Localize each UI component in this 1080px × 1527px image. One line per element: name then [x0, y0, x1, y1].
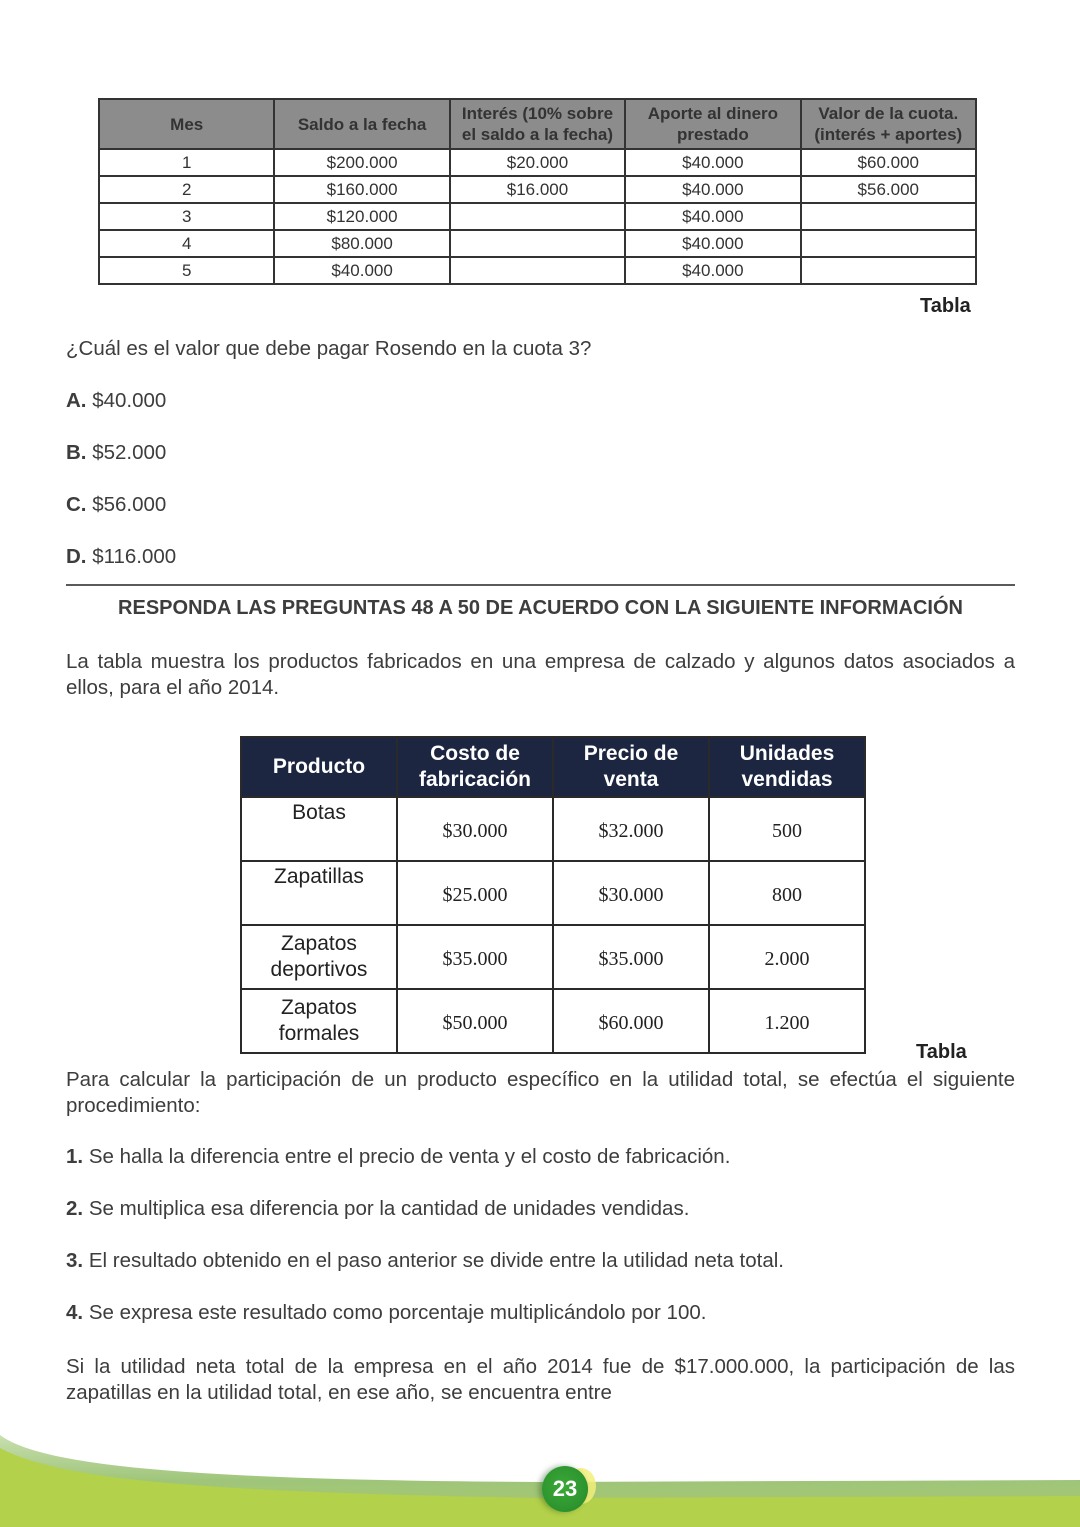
cell-interes — [450, 230, 625, 257]
cell-costo: $50.000 — [397, 989, 553, 1053]
cell-unidades: 500 — [709, 797, 865, 861]
option-letter: C. — [66, 493, 87, 516]
cell-valor-cuota — [801, 203, 976, 230]
option-letter: D. — [66, 545, 87, 568]
cell-producto: Zapatos deportivos — [241, 925, 397, 989]
option-value: $116.000 — [92, 545, 177, 568]
cell-mes: 4 — [99, 230, 274, 257]
header-valor-cuota: Valor de la cuota. (interés + aportes) — [801, 99, 976, 149]
cell-mes: 2 — [99, 176, 274, 203]
option-b[interactable] — [66, 441, 166, 465]
cell-costo: $25.000 — [397, 861, 553, 925]
procedure-intro: Para calcular la participación de un producto específico en la utilidad total, se efectúa el siguiente procedimiento: — [66, 1068, 1015, 1117]
page-number: 23 — [542, 1466, 588, 1512]
cell-producto: Zapatos formales — [241, 989, 397, 1053]
cell-aporte: $40.000 — [625, 149, 800, 176]
option-d[interactable] — [66, 545, 176, 569]
option-value: $56.000 — [92, 493, 167, 516]
cell-interes: $20.000 — [450, 149, 625, 176]
cell-unidades: 2.000 — [709, 925, 865, 989]
cell-saldo: $120.000 — [274, 203, 449, 230]
table-row — [99, 203, 976, 230]
header-mes: Mes — [99, 99, 274, 149]
installments-table-header — [99, 99, 976, 149]
option-a[interactable] — [66, 389, 166, 413]
option-letter: A. — [66, 389, 87, 412]
question-48-text: Si la utilidad neta total de la empresa en el año 2014 fue de $17.000.000, la participación de las zapatillas en la utilidad total, en ese año, se encuentra entre — [66, 1355, 1015, 1404]
table-row — [241, 925, 865, 989]
cell-saldo: $40.000 — [274, 257, 449, 284]
table-row — [99, 176, 976, 203]
cell-unidades: 800 — [709, 861, 865, 925]
section-heading: RESPONDA LAS PREGUNTAS 48 A 50 DE ACUERDO CON LA SIGUIENTE INFORMACIÓN — [118, 597, 963, 619]
cell-mes: 5 — [99, 257, 274, 284]
header-interes: Interés (10% sobre el saldo a la fecha) — [450, 99, 625, 149]
cell-producto: Botas — [241, 797, 397, 861]
cell-aporte: $40.000 — [625, 230, 800, 257]
procedure-step: 4. Se expresa este resultado como porcentaje multiplicándolo por 100. — [66, 1301, 707, 1324]
cell-costo: $35.000 — [397, 925, 553, 989]
header-aporte: Aporte al dinero prestado — [625, 99, 800, 149]
cell-precio: $35.000 — [553, 925, 709, 989]
cell-precio: $60.000 — [553, 989, 709, 1053]
table-row — [241, 861, 865, 925]
cell-aporte: $40.000 — [625, 203, 800, 230]
cell-saldo: $80.000 — [274, 230, 449, 257]
cell-mes: 1 — [99, 149, 274, 176]
table-row — [99, 257, 976, 284]
header-costo: Costo de fabricación — [397, 737, 553, 797]
cell-valor-cuota: $60.000 — [801, 149, 976, 176]
option-c[interactable] — [66, 493, 166, 517]
cell-producto: Zapatillas — [241, 861, 397, 925]
procedure-step: 1. Se halla la diferencia entre el precio de venta y el costo de fabricación. — [66, 1145, 731, 1168]
cell-precio: $30.000 — [553, 861, 709, 925]
question-text: ¿Cuál es el valor que debe pagar Rosendo en la cuota 3? — [66, 337, 592, 360]
products-table-header — [241, 737, 865, 797]
table-row — [241, 797, 865, 861]
installments-table — [98, 98, 977, 285]
table-row — [99, 149, 976, 176]
header-unidades: Unidades vendidas — [709, 737, 865, 797]
option-value: $52.000 — [92, 441, 167, 464]
cell-interes — [450, 257, 625, 284]
cell-aporte: $40.000 — [625, 176, 800, 203]
section-intro: La tabla muestra los productos fabricados en una empresa de calzado y algunos datos asociados a ellos, para el año 2014. — [66, 650, 1015, 699]
table-row — [99, 230, 976, 257]
footer-wave — [0, 1420, 1080, 1527]
products-table — [240, 736, 866, 1054]
cell-costo: $30.000 — [397, 797, 553, 861]
procedure-step: 3. El resultado obtenido en el paso anterior se divide entre la utilidad neta total. — [66, 1249, 784, 1272]
cell-saldo: $200.000 — [274, 149, 449, 176]
table2-caption: Tabla — [916, 1041, 967, 1063]
cell-valor-cuota — [801, 230, 976, 257]
cell-interes — [450, 203, 625, 230]
header-saldo: Saldo a la fecha — [274, 99, 449, 149]
option-value: $40.000 — [92, 389, 167, 412]
procedure-step: 2. Se multiplica esa diferencia por la cantidad de unidades vendidas. — [66, 1197, 690, 1220]
cell-aporte: $40.000 — [625, 257, 800, 284]
cell-saldo: $160.000 — [274, 176, 449, 203]
cell-precio: $32.000 — [553, 797, 709, 861]
option-letter: B. — [66, 441, 87, 464]
table1-caption: Tabla — [920, 295, 971, 317]
header-producto: Producto — [241, 737, 397, 797]
section-divider — [66, 584, 1015, 586]
cell-unidades: 1.200 — [709, 989, 865, 1053]
cell-mes: 3 — [99, 203, 274, 230]
cell-interes: $16.000 — [450, 176, 625, 203]
cell-valor-cuota — [801, 257, 976, 284]
cell-valor-cuota: $56.000 — [801, 176, 976, 203]
header-precio: Precio de venta — [553, 737, 709, 797]
table-row — [241, 989, 865, 1053]
